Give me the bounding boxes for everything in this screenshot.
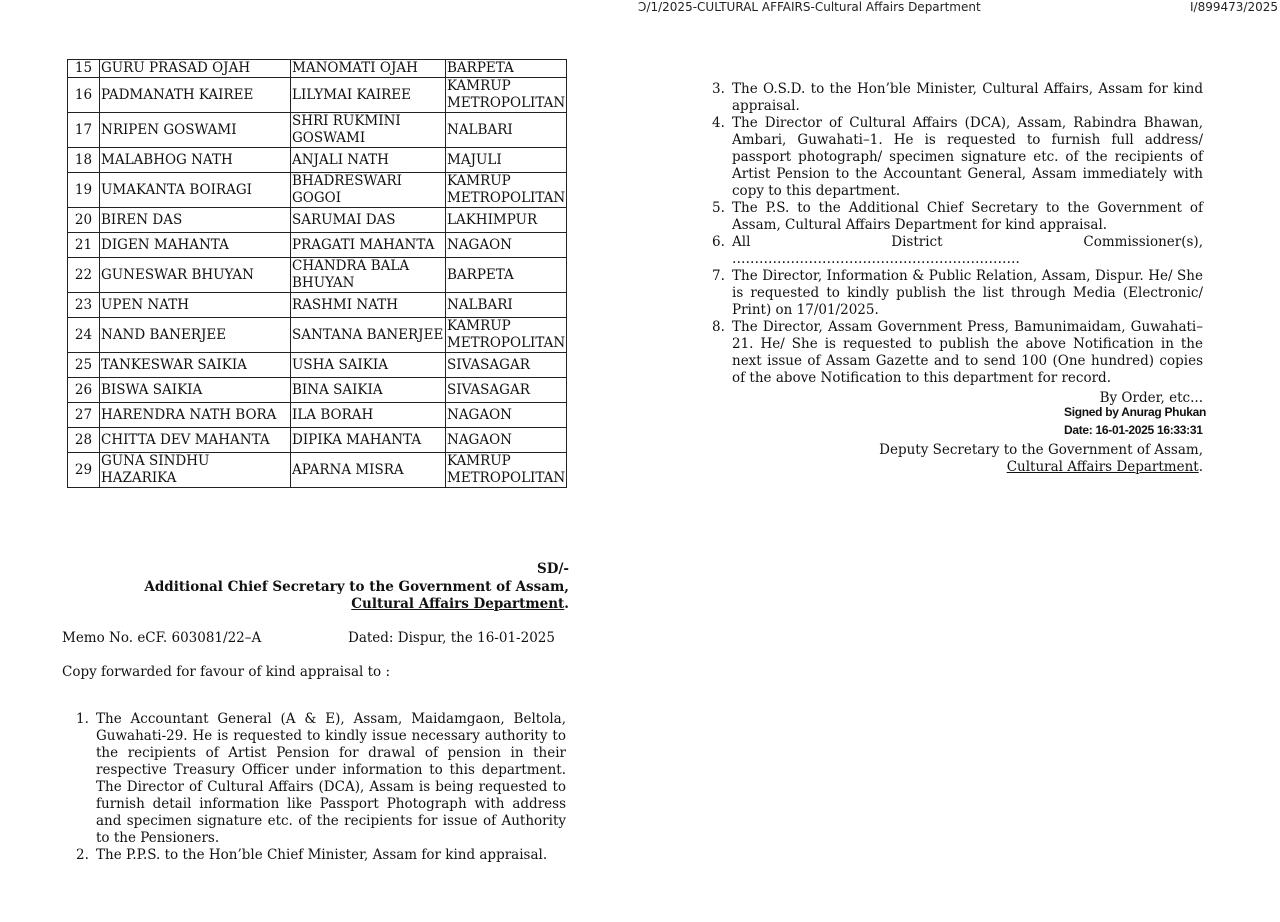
distribution-item-text: All District Commissioner(s), ………………………………………………………. — [732, 234, 1203, 267]
artist-name-cell: NRIPEN GOSWAMI — [100, 113, 291, 148]
serial-number-cell: 29 — [68, 453, 100, 488]
district-cell: NAGAON — [446, 428, 567, 453]
deputy-department: Cultural Affairs Department — [1006, 459, 1199, 475]
memo-date: Dated: Dispur, the 16-01-2025 — [348, 630, 555, 646]
table-row — [68, 258, 567, 293]
relative-name-cell: LILYMAI KAIREE — [291, 78, 446, 113]
district-cell: NAGAON — [446, 403, 567, 428]
copy-forwarded-line: Copy forwarded for favour of kind appraisal to : — [62, 664, 390, 680]
table-row — [68, 78, 567, 113]
district-cell: BARPETA — [446, 60, 567, 78]
distribution-list-part-1 — [62, 711, 566, 864]
serial-number-cell: 22 — [68, 258, 100, 293]
district-cell: NALBARI — [446, 293, 567, 318]
signatory-title: Additional Chief Secretary to the Government of Assam, — [144, 578, 569, 595]
signatory-department: Cultural Affairs Department — [351, 596, 565, 612]
table-row — [68, 428, 567, 453]
serial-number-cell: 25 — [68, 353, 100, 378]
distribution-item-text: The Director, Assam Government Press, Bamunimaidam, Guwahati–21. He/ She is requested to publish the above Notification in the next issue of Assam Gazette and to send 100 (One hundred) copies of the above Notification to this department for record. — [732, 319, 1203, 386]
digital-signature-date: Date: 16-01-2025 16:33:31 — [1064, 423, 1203, 437]
artist-name-cell: BISWA SAIKIA — [100, 378, 291, 403]
artist-name-cell: UPEN NATH — [100, 293, 291, 318]
district-cell: NALBARI — [446, 113, 567, 148]
distribution-item-number: 5. — [712, 200, 725, 216]
distribution-list-part-2 — [698, 81, 1203, 387]
artist-name-cell: GUNESWAR BHUYAN — [100, 258, 291, 293]
serial-number-cell: 24 — [68, 318, 100, 353]
artist-name-cell: GURU PRASAD OJAH — [100, 60, 291, 78]
table-row — [68, 113, 567, 148]
distribution-item-text: The Accountant General (A & E), Assam, Maidamgaon, Beltola, Guwahati-29. He is requested to kindly issue necessary authority to the recipients of Artist Pension for drawal of pension in their respective Treasury Officer under information to this department. The Director of Cultural Affairs (DCA), Assam is being requested to furnish detail information like Passport Photograph with address and specimen signature etc. of the recipients for issue of Authority to the Pensioners. — [96, 711, 566, 846]
digital-signature-name: Signed by Anurag Phukan — [1064, 405, 1207, 419]
district-cell: SIVASAGAR — [446, 353, 567, 378]
district-cell: MAJULI — [446, 148, 567, 173]
table-row — [68, 148, 567, 173]
serial-number-cell: 19 — [68, 173, 100, 208]
table-row — [68, 453, 567, 488]
distribution-item — [698, 234, 1203, 268]
distribution-item-text: The O.S.D. to the Hon’ble Minister, Cultural Affairs, Assam for kind appraisal. — [732, 81, 1203, 114]
distribution-item-number: 6. — [712, 234, 725, 250]
relative-name-cell: RASHMI NATH — [291, 293, 446, 318]
serial-number-cell: 26 — [68, 378, 100, 403]
table-row — [68, 233, 567, 258]
serial-number-cell: 16 — [68, 78, 100, 113]
distribution-item-number: 3. — [712, 81, 725, 97]
artist-name-cell: MALABHOG NATH — [100, 148, 291, 173]
relative-name-cell: DIPIKA MAHANTA — [291, 428, 446, 453]
artist-name-cell: PADMANATH KAIREE — [100, 78, 291, 113]
district-cell: NAGAON — [446, 233, 567, 258]
serial-number-cell: 28 — [68, 428, 100, 453]
deputy-secretary-block — [860, 442, 1203, 476]
deputy-department-suffix: . — [1198, 459, 1203, 475]
table-row — [68, 173, 567, 208]
relative-name-cell: BINA SAIKIA — [291, 378, 446, 403]
artist-name-cell: HARENDRA NATH BORA — [100, 403, 291, 428]
by-order-line: By Order, etc... — [1099, 390, 1203, 406]
memo-number: Memo No. eCF. 603081/22–A — [62, 630, 262, 646]
signatory-department-line — [120, 596, 569, 614]
district-cell: SIVASAGAR — [446, 378, 567, 403]
artist-pension-table — [67, 59, 567, 488]
table-row — [68, 353, 567, 378]
relative-name-cell: SANTANA BANERJEE — [291, 318, 446, 353]
deputy-department-line — [860, 459, 1203, 476]
distribution-item — [698, 319, 1203, 387]
artist-name-cell: UMAKANTA BOIRAGI — [100, 173, 291, 208]
serial-number-cell: 21 — [68, 233, 100, 258]
signatory-department-suffix: . — [564, 596, 569, 612]
relative-name-cell: MANOMATI OJAH — [291, 60, 446, 78]
relative-name-cell: USHA SAIKIA — [291, 353, 446, 378]
distribution-item-text: The Director, Information & Public Relation, Assam, Dispur. He/ She is requested to kindly publish the list through Media (Electronic/ Print) on 17/01/2025. — [732, 268, 1203, 318]
deputy-secretary-title: Deputy Secretary to the Government of Assam, — [879, 442, 1203, 458]
distribution-item — [62, 847, 566, 864]
relative-name-cell: SARUMAI DAS — [291, 208, 446, 233]
artist-name-cell: DIGEN MAHANTA — [100, 233, 291, 258]
sd-mark: SD/- — [537, 561, 569, 577]
relative-name-cell: PRAGATI MAHANTA — [291, 233, 446, 258]
distribution-item-text: The Director of Cultural Affairs (DCA), Assam, Rabindra Bhawan, Ambari, Guwahati–1. He is requested to furnish full address/ passport photograph/ specimen signature etc. of the recipients of Artist Pension to the Accountant General, Assam immediately with copy to this department. — [732, 115, 1203, 199]
serial-number-cell: 18 — [68, 148, 100, 173]
distribution-item — [62, 711, 566, 847]
artist-name-cell: BIREN DAS — [100, 208, 291, 233]
table-row — [68, 403, 567, 428]
relative-name-cell: CHANDRA BALA BHUYAN — [291, 258, 446, 293]
distribution-item — [698, 268, 1203, 319]
artist-name-cell: NAND BANERJEE — [100, 318, 291, 353]
table-row — [68, 60, 567, 78]
artist-name-cell: GUNA SINDHU HAZARIKA — [100, 453, 291, 488]
distribution-item-number: 1. — [76, 711, 89, 727]
district-cell: KAMRUP METROPOLITAN — [447, 173, 566, 206]
serial-number-cell: 20 — [68, 208, 100, 233]
distribution-item-number: 7. — [712, 268, 725, 284]
distribution-item-number: 8. — [712, 319, 725, 335]
distribution-item-number: 2. — [76, 847, 89, 863]
relative-name-cell: SHRI RUKMINI GOSWAMI — [291, 113, 446, 148]
district-cell: BARPETA — [446, 258, 567, 293]
receipt-number: I/899473/2025 — [1190, 0, 1278, 14]
table-row — [68, 293, 567, 318]
distribution-item — [698, 81, 1203, 115]
serial-number-cell: 17 — [68, 113, 100, 148]
relative-name-cell: APARNA MISRA — [291, 453, 446, 488]
distribution-item-text: The P.P.S. to the Hon’ble Chief Minister, Assam for kind appraisal. — [96, 847, 548, 863]
relative-name-cell: ILA BORAH — [291, 403, 446, 428]
serial-number-cell: 23 — [68, 293, 100, 318]
district-cell: KAMRUP METROPOLITAN — [447, 78, 566, 111]
distribution-item-text: The P.S. to the Additional Chief Secretary to the Government of Assam, Cultural Affairs Department for kind appraisal. — [732, 200, 1203, 233]
table-row — [68, 318, 567, 353]
artist-name-cell: CHITTA DEV MAHANTA — [100, 428, 291, 453]
distribution-item — [698, 115, 1203, 200]
district-cell: LAKHIMPUR — [446, 208, 567, 233]
artist-pension-table-body — [68, 60, 567, 488]
signatory-block — [120, 561, 569, 614]
serial-number-cell: 27 — [68, 403, 100, 428]
artist-name-cell: TANKESWAR SAIKIA — [100, 353, 291, 378]
file-reference: Ͻ/1/2025-CULTURAL AFFAIRS-Cultural Affairs Department — [638, 0, 981, 14]
district-cell: KAMRUP METROPOLITAN — [447, 453, 566, 486]
relative-name-cell: BHADRESWARI GOGOI — [291, 173, 446, 208]
distribution-item — [698, 200, 1203, 234]
table-row — [68, 378, 567, 403]
distribution-item-number: 4. — [712, 115, 725, 131]
table-row — [68, 208, 567, 233]
serial-number-cell: 15 — [68, 60, 100, 78]
district-cell: KAMRUP METROPOLITAN — [447, 318, 566, 351]
relative-name-cell: ANJALI NATH — [291, 148, 446, 173]
